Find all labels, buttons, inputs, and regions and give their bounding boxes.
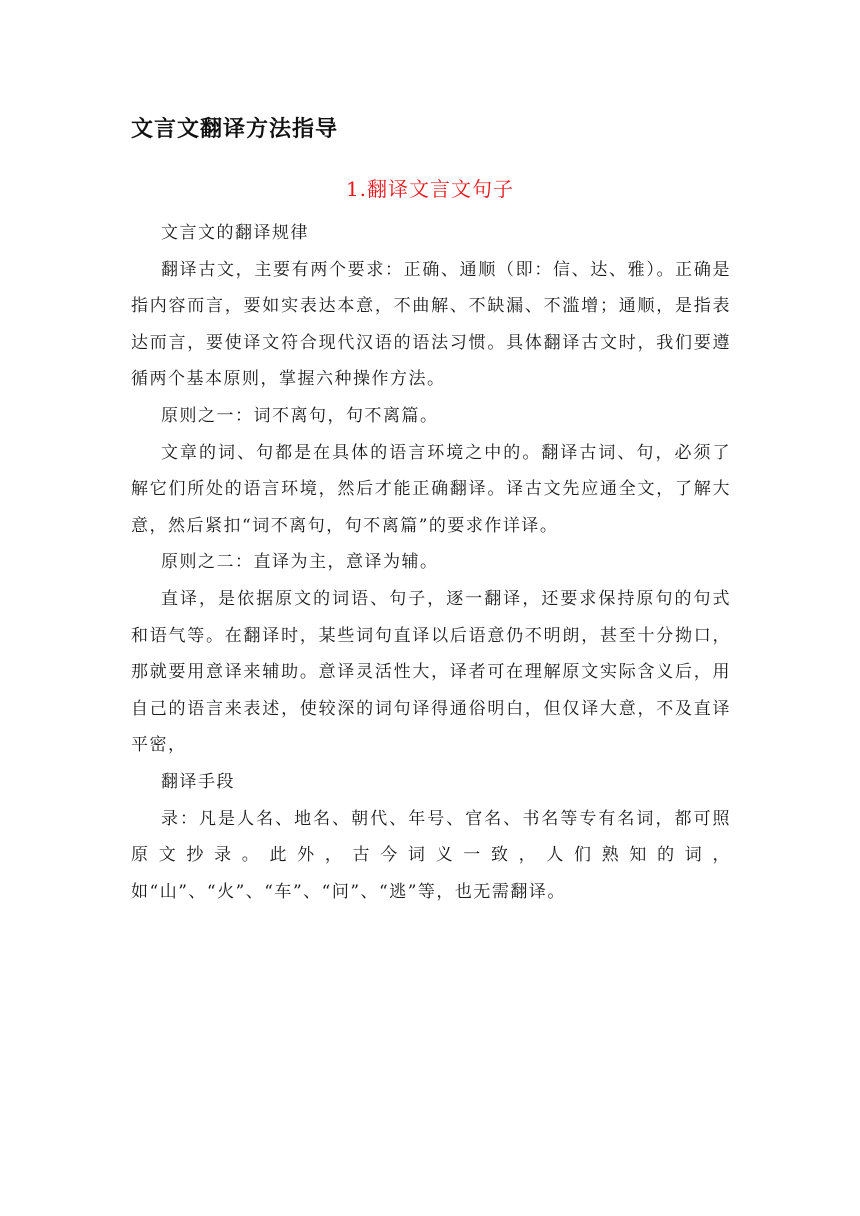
paragraph-copy-method: 录：凡是人名、地名、朝代、年号、官名、书名等专有名词，都可照原文抄录。此外，古今词义一致，人们熟知的词，如“山”、“火”、“车”、“问”、“逃”等，也无需翻译。 (131, 808, 731, 902)
subheading-translation-rules: 文言文的翻译规律 (161, 223, 309, 243)
section-heading: 1.翻译文言文句子 (345, 177, 515, 201)
principle-two: 原则之二：直译为主，意译为辅。 (161, 552, 439, 573)
paragraph-context: 文章的词、句都是在具体的语言环境之中的。翻译古词、句，必须了解它们所处的语言环境，然后才能正确翻译。译古文先应通全文，了解大意，然后紧扣“词不离句，句不离篇”的要求作详译。 (131, 442, 731, 536)
paragraph-requirements: 翻译古文，主要有两个要求：正确、通顺（即：信、达、雅）。正确是指内容而言，要如实表达本意，不曲解、不缺漏、不滥增；通顺，是指表达而言，要使译文符合现代汉语的语法习惯。具体翻译古文时，我们要遵循两个基本原则，掌握六种操作方法。 (131, 259, 731, 390)
paragraph-literal-translation: 直译，是依据原文的词语、句子，逐一翻译，还要求保持原句的句式和语气等。在翻译时，某些词句直译以后语意仍不明朗，甚至十分拗口，那就要用意译来辅助。意译灵活性大，译者可在理解原文实际含义后，用自己的语言来表述，使较深的词句译得通俗明白，但仅译大意，不及直译平密， (131, 588, 731, 756)
document-title: 文言文翻译方法指导 (131, 117, 339, 142)
document-body (131, 215, 731, 910)
subheading-translation-methods: 翻译手段 (161, 771, 235, 792)
principle-one: 原则之一：词不离句，句不离篇。 (161, 405, 439, 426)
